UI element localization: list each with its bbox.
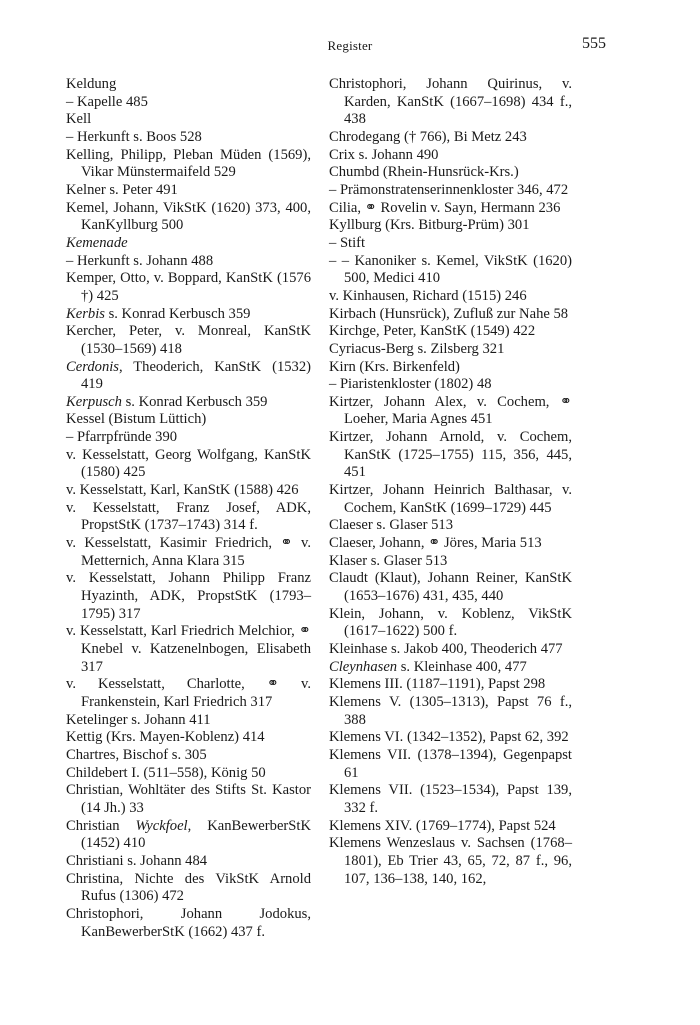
index-entry: Claeser s. Glaser 513 [329,517,454,534]
index-entry: v. Kesselstatt, Kasimir Friedrich, ⚭ v. Metternich, Anna Klara 315 [66,535,311,569]
index-entry: Kelner s. Peter 491 [66,181,178,198]
index-entry: – Piaristenkloster (1802) 48 [329,376,492,393]
index-entry [66,235,311,253]
index-entry: Chrodegang († 766), Bi Metz 243 [329,128,527,145]
index-entry: v. Kesselstatt, Charlotte, ⚭ v. Frankenstein, Karl Friedrich 317 [66,676,311,710]
index-entry: Kemel, Johann, VikStK (1620) 373, 400, KanKyllburg 500 [66,199,311,234]
index-entry: Kirtzer, Johann Arnold, v. Cochem, KanStK (1725–1755) 115, 356, 445, 451 [329,429,572,481]
index-entry: Kirn (Krs. Birkenfeld) [329,358,460,375]
index-entry: v. Kesselstatt, Johann Philipp Franz Hyazinth, ADK, PropstStK (1793–1795) 317 [66,570,311,622]
index-entry: Kyllburg (Krs. Bitburg-Prüm) 301 [329,217,530,234]
index-entry: Kemper, Otto, v. Boppard, KanStK (1576 †) 425 [66,270,311,304]
italic-term: Kemenade [66,234,128,251]
index-entry: v. Kesselstatt, Karl Friedrich Melchior, ⚭ Knebel v. Katzenelnbogen, Elisabeth 317 [66,623,311,675]
index-entry: Klemens VI. (1342–1352), Papst 62, 392 [329,729,569,746]
index-entry: Kell [66,111,92,128]
index-entry: Christophori, Johann Jodokus, KanBewerberStK (1662) 437 f. [66,905,311,940]
index-entry: Klemens Wenzeslaus v. Sachsen (1768–1801), Eb Trier 43, 65, 72, 87 f., 96, 107, 136–138, 140, 162, [329,835,572,887]
right-column [329,76,572,888]
index-entry: Christiani s. Johann 484 [66,852,208,869]
index-entry: Klemens VII. (1523–1534), Papst 139, 332 f. [329,782,572,816]
index-entry: Klemens XIV. (1769–1774), Papst 524 [329,817,556,834]
index-entry: v. Kinhausen, Richard (1515) 246 [329,287,527,304]
index-entry: Christian Wyckfoel, KanBewerberStK (1452) 410 [66,817,311,852]
index-entry: Kerpusch s. Konrad Kerbusch 359 [66,393,268,410]
index-entry: v. Kesselstatt, Karl, KanStK (1588) 426 [66,482,299,499]
index-entry: Claeser, Johann, ⚭ Jöres, Maria 513 [329,535,542,552]
index-entry: Christian, Wohltäter des Stifts St. Kastor (14 Jh.) 33 [66,782,311,816]
index-entry: Chartres, Bischof s. 305 [66,746,207,763]
index-entry: Crix s. Johann 490 [329,146,439,163]
index-entry: Kessel (Bistum Lüttich) [66,411,207,428]
index-entry: – Herkunft s. Boos 528 [66,128,202,145]
index-entry: Kelling, Philipp, Pleban Müden (1569), Vikar Münstermaifeld 529 [66,146,311,181]
left-column [66,76,311,941]
index-entry: Ketelinger s. Johann 411 [66,711,211,728]
index-entry: Cerdonis, Theoderich, KanStK (1532) 419 [66,358,311,393]
page-number: 555 [582,35,606,52]
index-entry: Cleynhasen s. Kleinhase 400, 477 [329,658,527,675]
index-entry: Kirtzer, Johann Heinrich Balthasar, v. Cochem, KanStK (1699–1729) 445 [329,482,572,516]
index-entry: Klemens III. (1187–1191), Papst 298 [329,676,546,693]
index-entry: – Pfarrpfründe 390 [66,429,178,446]
index-entry: Kirchge, Peter, KanStK (1549) 422 [329,323,536,340]
index-entry: Kirbach (Hunsrück), Zufluß zur Nahe 58 [329,305,569,322]
index-entry: Kirtzer, Johann Alex, v. Cochem, ⚭ Loeher, Maria Agnes 451 [329,393,572,428]
index-entry: Claudt (Klaut), Johann Reiner, KanStK (1653–1676) 431, 435, 440 [329,570,572,605]
index-entry: Klemens VII. (1378–1394), Gegenpapst 61 [329,746,572,781]
index-entry: – Prämonstratenserinnenkloster 346, 472 [329,181,569,198]
index-entry: Kettig (Krs. Mayen-Koblenz) 414 [66,729,265,746]
index-entry: – Kapelle 485 [66,93,148,110]
index-entry: Kleinhase s. Jakob 400, Theoderich 477 [329,641,563,657]
index-entry: Klemens V. (1305–1313), Papst 76 f., 388 [329,693,572,728]
index-entry: – Herkunft s. Johann 488 [66,252,214,269]
index-entry: Klein, Johann, v. Koblenz, VikStK (1617–1622) 500 f. [329,605,572,640]
index-entry: Kerbis s. Konrad Kerbusch 359 [66,305,251,322]
index-entry: Kercher, Peter, v. Monreal, KanStK (1530–1569) 418 [66,323,311,357]
index-entry: Christina, Nichte des VikStK Arnold Rufus (1306) 472 [66,870,311,905]
index-entry: Christophori, Johann Quirinus, v. Karden, KanStK (1667–1698) 434 f., 438 [329,76,572,128]
index-entry: Childebert I. (511–558), König 50 [66,764,266,781]
index-entry: Cyriacus-Berg s. Zilsberg 321 [329,340,505,357]
running-header: Register [327,38,373,53]
index-entry: Keldung [66,76,117,92]
index-entry: v. Kesselstatt, Franz Josef, ADK, PropstStK (1737–1743) 314 f. [66,499,311,534]
index-entry: – – Kanoniker s. Kemel, VikStK (1620) 500, Medici 410 [329,252,572,287]
index-entry: v. Kesselstatt, Georg Wolfgang, KanStK (1580) 425 [66,446,311,481]
index-entry: – Stift [329,234,366,251]
index-entry: Chumbd (Rhein-Hunsrück-Krs.) [329,164,519,181]
index-entry: Cilia, ⚭ Rovelin v. Sayn, Hermann 236 [329,199,561,216]
index-entry: Klaser s. Glaser 513 [329,552,448,569]
